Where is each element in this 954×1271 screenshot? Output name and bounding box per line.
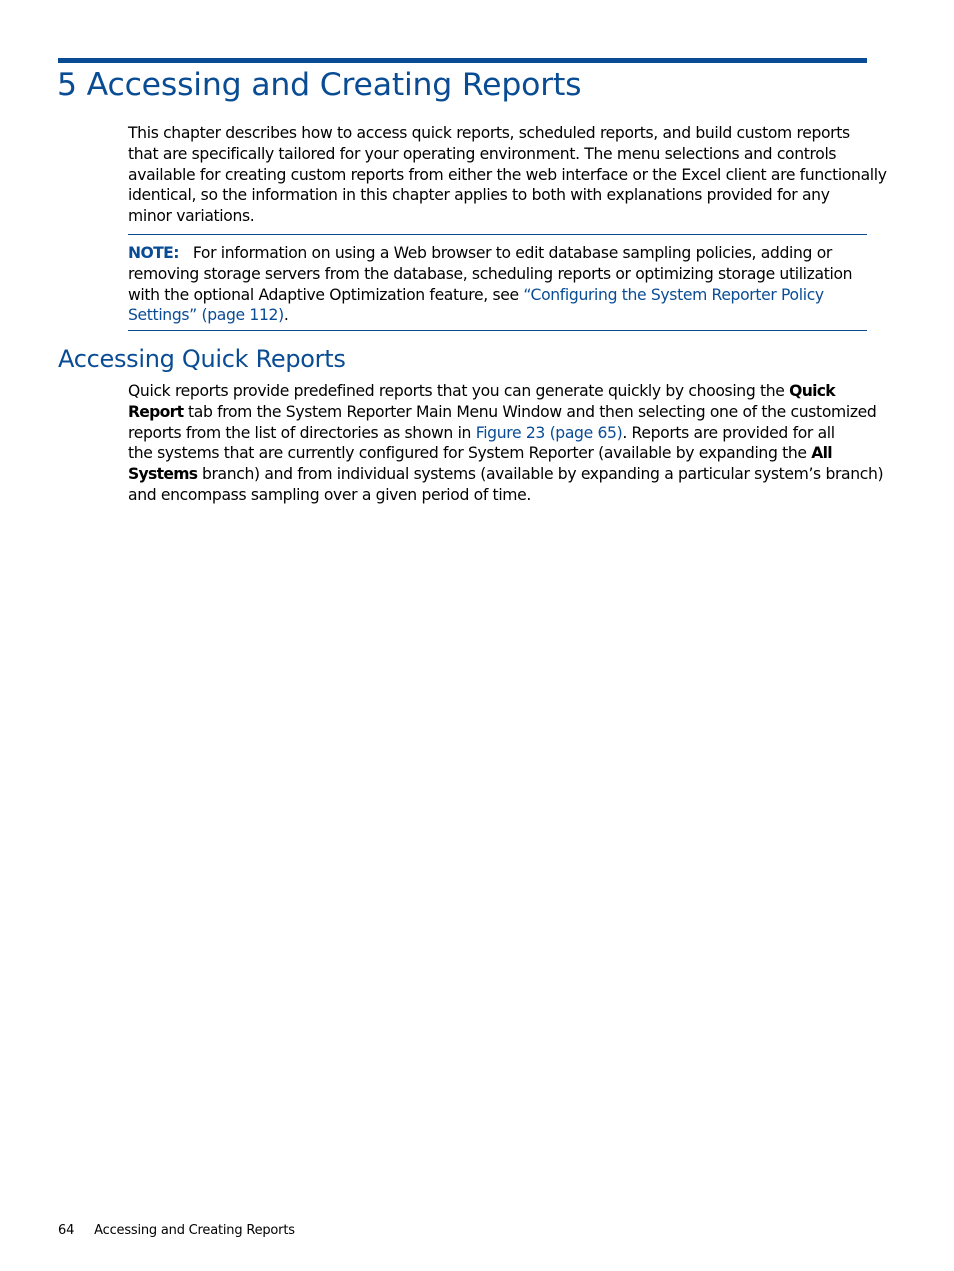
quick-report-term: Report — [128, 402, 184, 421]
quick-report-term: Quick — [789, 382, 835, 400]
note-line-text: . — [283, 306, 289, 325]
section-line-text: . Reports are provided for all — [622, 423, 835, 442]
note-line-text: with the optional Adaptive Optimization feature, see — [128, 285, 524, 304]
note-text — [128, 243, 852, 326]
intro-paragraph — [128, 123, 887, 227]
policy-settings-link[interactable]: “Configuring the System Reporter Policy — [523, 285, 824, 304]
section-line — [128, 381, 868, 402]
all-systems-term: Systems — [128, 465, 198, 484]
page-footer — [58, 1222, 295, 1240]
section-line-text: the systems that are currently configured for System Reporter (available by expanding the — [128, 444, 812, 463]
intro-line: minor variations. — [128, 207, 255, 226]
section-line-text: Quick reports provide predefined reports that you can generate quickly by choosing the — [128, 382, 790, 400]
note-line — [128, 305, 852, 326]
figure-23-link[interactable]: Figure 23 (page 65) — [475, 423, 623, 442]
intro-line: identical, so the information in this chapter applies to both with explanations provided for any — [128, 186, 830, 205]
note-box — [128, 234, 867, 331]
section-line-text: tab from the System Reporter Main Menu Window and then selecting one of the customized — [183, 402, 877, 421]
section-line — [128, 464, 884, 485]
section-line-text: reports from the list of directories as shown in — [128, 423, 476, 442]
intro-line: This chapter describes how to access quick reports, scheduled reports, and build custom reports — [128, 124, 850, 142]
note-line — [128, 285, 852, 306]
all-systems-term: All — [811, 444, 832, 463]
chapter-title-rule — [58, 58, 867, 63]
section-paragraph — [128, 381, 884, 506]
section-line — [128, 423, 868, 444]
page-number: 64 — [58, 1223, 75, 1238]
intro-line: available for creating custom reports from either the web interface or the Excel client are functionally — [128, 165, 887, 184]
policy-settings-link-continued[interactable]: Settings” (page 112) — [128, 306, 284, 325]
section-line-text: branch) and from individual systems (available by expanding a particular system’s branch) — [197, 465, 884, 484]
note-line-text: For information on using a Web browser to edit database sampling policies, adding or — [192, 244, 832, 262]
note-label: NOTE: — [128, 244, 179, 262]
note-line: removing storage servers from the database, scheduling reports or optimizing storage utilization — [128, 264, 853, 283]
note-line — [128, 243, 852, 264]
chapter-title: 5 Accessing and Creating Reports — [57, 67, 582, 103]
section-line: and encompass sampling over a given period of time. — [128, 485, 531, 504]
section-title: Accessing Quick Reports — [58, 345, 346, 373]
intro-line: that are specifically tailored for your operating environment. The menu selections and controls — [128, 144, 837, 163]
section-line — [128, 402, 877, 423]
section-line — [128, 443, 868, 464]
running-title: Accessing and Creating Reports — [94, 1223, 295, 1238]
